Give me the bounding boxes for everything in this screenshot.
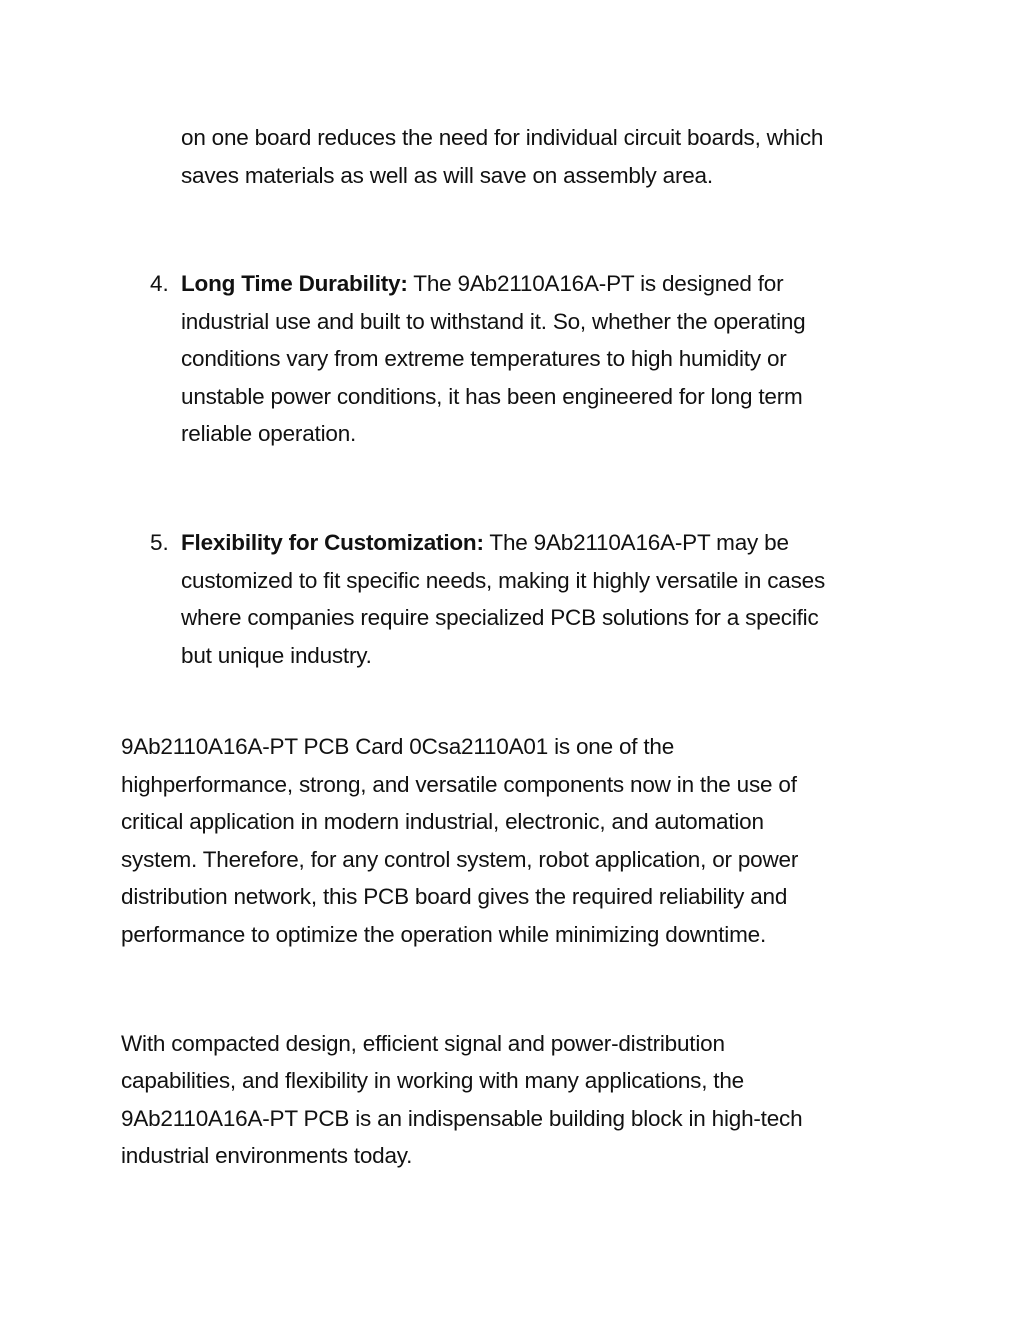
list-item-number: 4. (150, 271, 169, 296)
text-line: With compacted design, efficient signal and power-distribution (121, 1031, 725, 1056)
text-line: industrial use and built to withstand it. So, whether the operating (181, 309, 806, 334)
text-line: capabilities, and flexibility in working with many applications, the (121, 1068, 744, 1093)
text-line: conditions vary from extreme temperatures to high humidity or (181, 346, 787, 371)
text-line: 9Ab2110A16A-PT PCB Card 0Csa2110A01 is one of the (121, 734, 675, 759)
text-line: on one board reduces the need for individual circuit boards, which (181, 125, 824, 150)
list-item-number: 5. (150, 530, 169, 555)
list-item-first-line (181, 269, 783, 299)
text-line: 9Ab2110A16A-PT PCB is an indispensable building block in high-tech (121, 1106, 803, 1131)
text-line: critical application in modern industrial, electronic, and automation (121, 809, 764, 834)
text-line: industrial environments today. (121, 1143, 413, 1168)
text-line: saves materials as well as will save on assembly area. (181, 163, 713, 188)
text-line: customized to fit specific needs, making it highly versatile in cases (181, 568, 825, 593)
text-line: reliable operation. (181, 421, 357, 446)
text-line: where companies require specialized PCB solutions for a specific (181, 605, 819, 630)
text-line: system. Therefore, for any control system, robot application, or power (121, 847, 799, 872)
text-line: highperformance, strong, and versatile components now in the use of (121, 772, 797, 797)
list-item-first-line-text: The 9Ab2110A16A-PT may be (483, 530, 789, 555)
text-line: distribution network, this PCB board gives the required reliability and (121, 884, 788, 909)
text-line: unstable power conditions, it has been engineered for long term (181, 384, 803, 409)
text-line: but unique industry. (181, 643, 372, 668)
list-item-heading: Long Time Durability: (181, 271, 408, 296)
list-item-heading: Flexibility for Customization: (181, 530, 484, 555)
text-line: performance to optimize the operation while minimizing downtime. (121, 922, 767, 947)
list-item-first-line (181, 528, 789, 558)
list-item-first-line-text: The 9Ab2110A16A-PT is designed for (407, 271, 784, 296)
